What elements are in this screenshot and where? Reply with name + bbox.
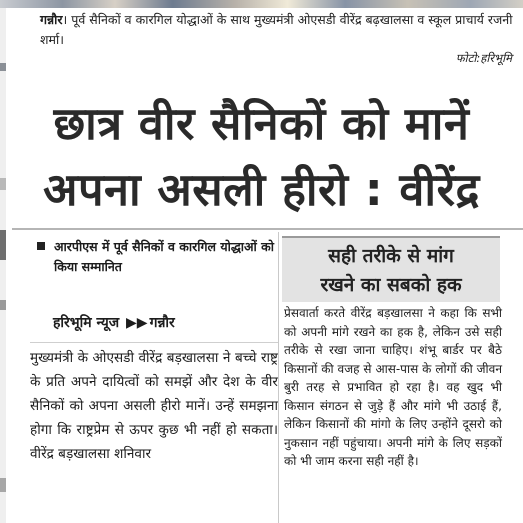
caption-text: । पूर्व सैनिकों व कारगिल योद्धाओं के साथ मुख्यमंत्री ओएसडी वीरेंद्र बढ़खालसा व स्कूल प्राचार्य रजनी शर्मा। (40, 12, 513, 47)
headline-line-2: अपना असली हीरो : वीरेंद्र (43, 163, 480, 216)
sidebar-body: प्रेसवार्ता करते वीरेंद्र बड़खालसा ने कहा कि सभी को अपनी मांगे रखने का हक है, लेकिन उसे सही तरीके से रखा जाना चाहिए। शंभू बार्डर पर बैठे किसानों की वजह से आस-पास के लोगों की जीवन बुरी तरह से प्रभावित हो रहा है। वह खुद भी किसान संगठन से जुड़े हैं और मांगे भी उठाई हैं, लेकिन किसानों की मांगो के लिए उन्होंने दूसरो को नुकसान नहीं पहुंचाया। अपनी मांगे के लिए सड़कों को भी जाम करना सही नहीं है। (284, 306, 502, 468)
byline-source: हरिभूमि न्यूज (53, 315, 120, 331)
article-body: मुख्यमंत्री के ओएसडी वीरेंद्र बड़खालसा ने बच्चे राष्ट्र के प्रति अपने दायित्वों को समझें और देश के वीर सैनिकों को अपना असली हीरो मानें। उन्हें समझना होगा कि राष्ट्रप्रेम से ऊपर कुछ भी नहीं हो सकता। वीरेंद्र बड़खालसा शनिवार (30, 342, 278, 466)
double-arrow-icon: ▶▶ (126, 315, 148, 331)
byline (53, 312, 175, 334)
headline-divider (12, 228, 523, 230)
byline-place: गन्नौर (149, 315, 175, 331)
bullet-square-icon (37, 242, 45, 250)
sidebar-title-line-1: सही तरीके से मांग (328, 245, 454, 267)
column-rule (278, 232, 279, 523)
photo-credit: फोटो:हरिभूमि (455, 51, 512, 65)
sidebar-title-line-2: रखने का सबको हक (320, 274, 462, 296)
headline-line-1: छात्र वीर सैनिकों को मानें (53, 97, 470, 150)
photo-caption (40, 10, 516, 70)
bullet-text: आरपीएस में पूर्व सैनिकों व कारगिल योद्धाओं को किया सम्मानित (54, 239, 275, 274)
subheadline-bullet (38, 237, 278, 277)
caption-location: गन्नौर (40, 12, 63, 27)
photo-top-strip (0, 0, 523, 8)
adjacent-column-edge (0, 8, 6, 523)
sidebar-title-box (282, 236, 500, 302)
